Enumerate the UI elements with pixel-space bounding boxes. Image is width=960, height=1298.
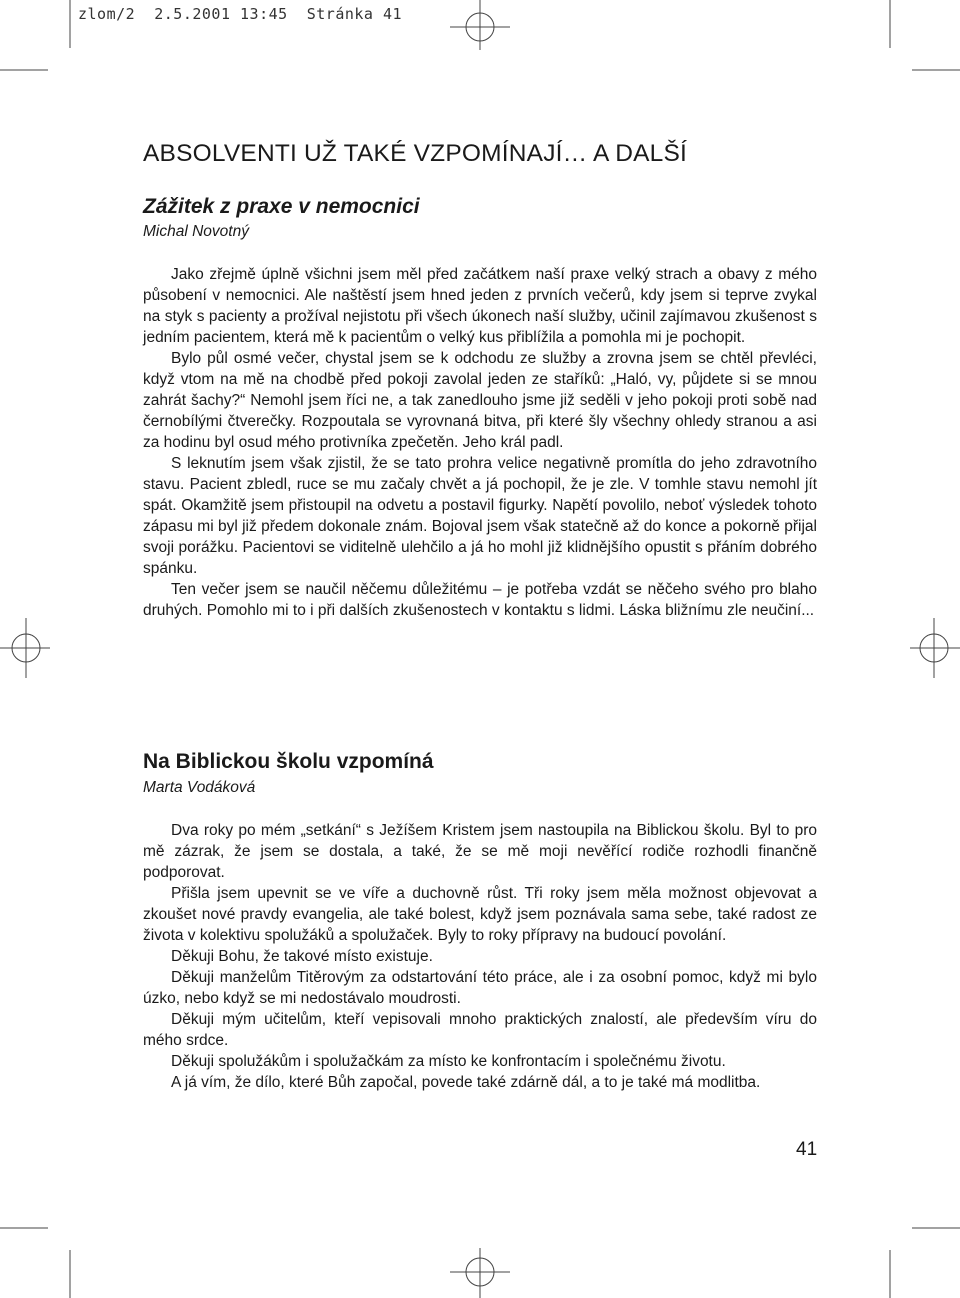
- paragraph: Jako zřejmě úplně všichni jsem měl před začátkem naší praxe velký strach a obavy z mého působení v nemocnici. Ale naštěstí jsem hned jeden z prvních večerů, kdy jsem si teprve zvykal na styk s pacienty a prožíval nejistotu při všech úkonech naší služby, učinil zajímavou zkušenost s jedním pacientem, která mě k pacientům o velký kus přiblížila a pomohla mi je pochopit.: [143, 266, 817, 346]
- registration-target-right: [910, 618, 960, 678]
- page-content: [143, 140, 817, 1091]
- article-title: Zážitek z praxe v nemocnici: [143, 195, 420, 218]
- paragraph: Bylo půl osmé večer, chystal jsem se k odchodu ze služby a zrovna jsem se chtěl převléci, když vtom na mě na chodbě před pokoji zavolal jeden ze staříků: „Haló, vy, půjdete si se mnou zahrát šachy?“ Nemohl jsem říci ne, a tak zanedlouho jsme již seděli v jeho pokoji proti sobě nad černobílými čtverečky. Rozpoutala se vyrovnaná bitva, při které šly všechny ohledy stranou a asi za hodinu byl osud mého protivníka zpečetěn. Jeho král padl.: [143, 350, 817, 451]
- registration-target-bottom: [450, 1248, 510, 1298]
- paragraph: Děkuji manželům Titěrovým za odstartování této práce, ale i za osobní pomoc, když mi bylo úzko, nebo když se mi nedostávalo moudrosti.: [143, 969, 817, 1007]
- paragraph: Dva roky po mém „setkání“ s Ježíšem Kristem jsem nastoupila na Biblickou školu. Byl to pro mě zázrak, že jsem se dostala, a také, že se mě moji nevěřící rodiče rozhodli finančně podporovat.: [143, 822, 817, 881]
- registration-target-left: [0, 618, 50, 678]
- paragraph: Děkuji Bohu, že takové místo existuje.: [171, 948, 433, 965]
- paragraph: Děkuji spolužákům i spolužačkám za místo ke konfrontacím i společnému životu.: [171, 1053, 726, 1070]
- article-author: Michal Novotný: [143, 223, 249, 240]
- page-number: 41: [796, 1139, 818, 1160]
- section-title: ABSOLVENTI UŽ TAKÉ VZPOMÍNAJÍ… A DALŠÍ: [143, 140, 688, 167]
- article-body: [143, 820, 817, 1093]
- article-body: [143, 264, 817, 621]
- registration-target-top: [450, 0, 510, 50]
- article-title: Na Biblickou školu vzpomíná: [143, 750, 434, 773]
- article-author: Marta Vodáková: [143, 779, 256, 796]
- paragraph: S leknutím jsem však zjistil, že se tato prohra velice negativně promítla do jeho zdravotního stavu. Pacient zbledl, ruce se mu začaly chvět a já pochopil, že je zle. V tomhle stavu nemohl jít spát. Okamžitě jsem přistoupil na odvetu a postavil figurky. Napětí povolilo, neboť výsledek tohoto zápasu mi byl již předem dokonale znám. Bojoval jsem však statečně až do konce a pokorně přijal svoji porážku. Pacientovi se viditelně ulehčilo a já ho mohl již klidnějšího opustit s přáním dobrého spánku.: [143, 455, 817, 577]
- paragraph: Ten večer jsem se naučil něčemu důležitému – je potřeba vzdát se něčeho svého pro blaho druhých. Pomohlo mi to i při dalších zkušenostech v kontaktu s lidmi. Láska bližnímu zle neučiní...: [143, 581, 817, 619]
- print-slug: zlom/2 2.5.2001 13:45 Stránka 41: [78, 5, 403, 23]
- paragraph: A já vím, že dílo, které Bůh započal, povede také zdárně dál, a to je také má modlitba.: [171, 1074, 761, 1091]
- paragraph: Přišla jsem upevnit se ve víře a duchovně růst. Tři roky jsem měla možnost objevovat a zkoušet nové pravdy evangelia, ale také bolest, když jsem poznávala sama sebe, také radost ze života v kolektivu spolužáků a spolužaček. Byly to roky přípravy na budoucí povolání.: [143, 885, 817, 944]
- paragraph: Děkuji mým učitelům, kteří vepisovali mnoho praktických znalostí, ale především víru do mého srdce.: [143, 1011, 817, 1049]
